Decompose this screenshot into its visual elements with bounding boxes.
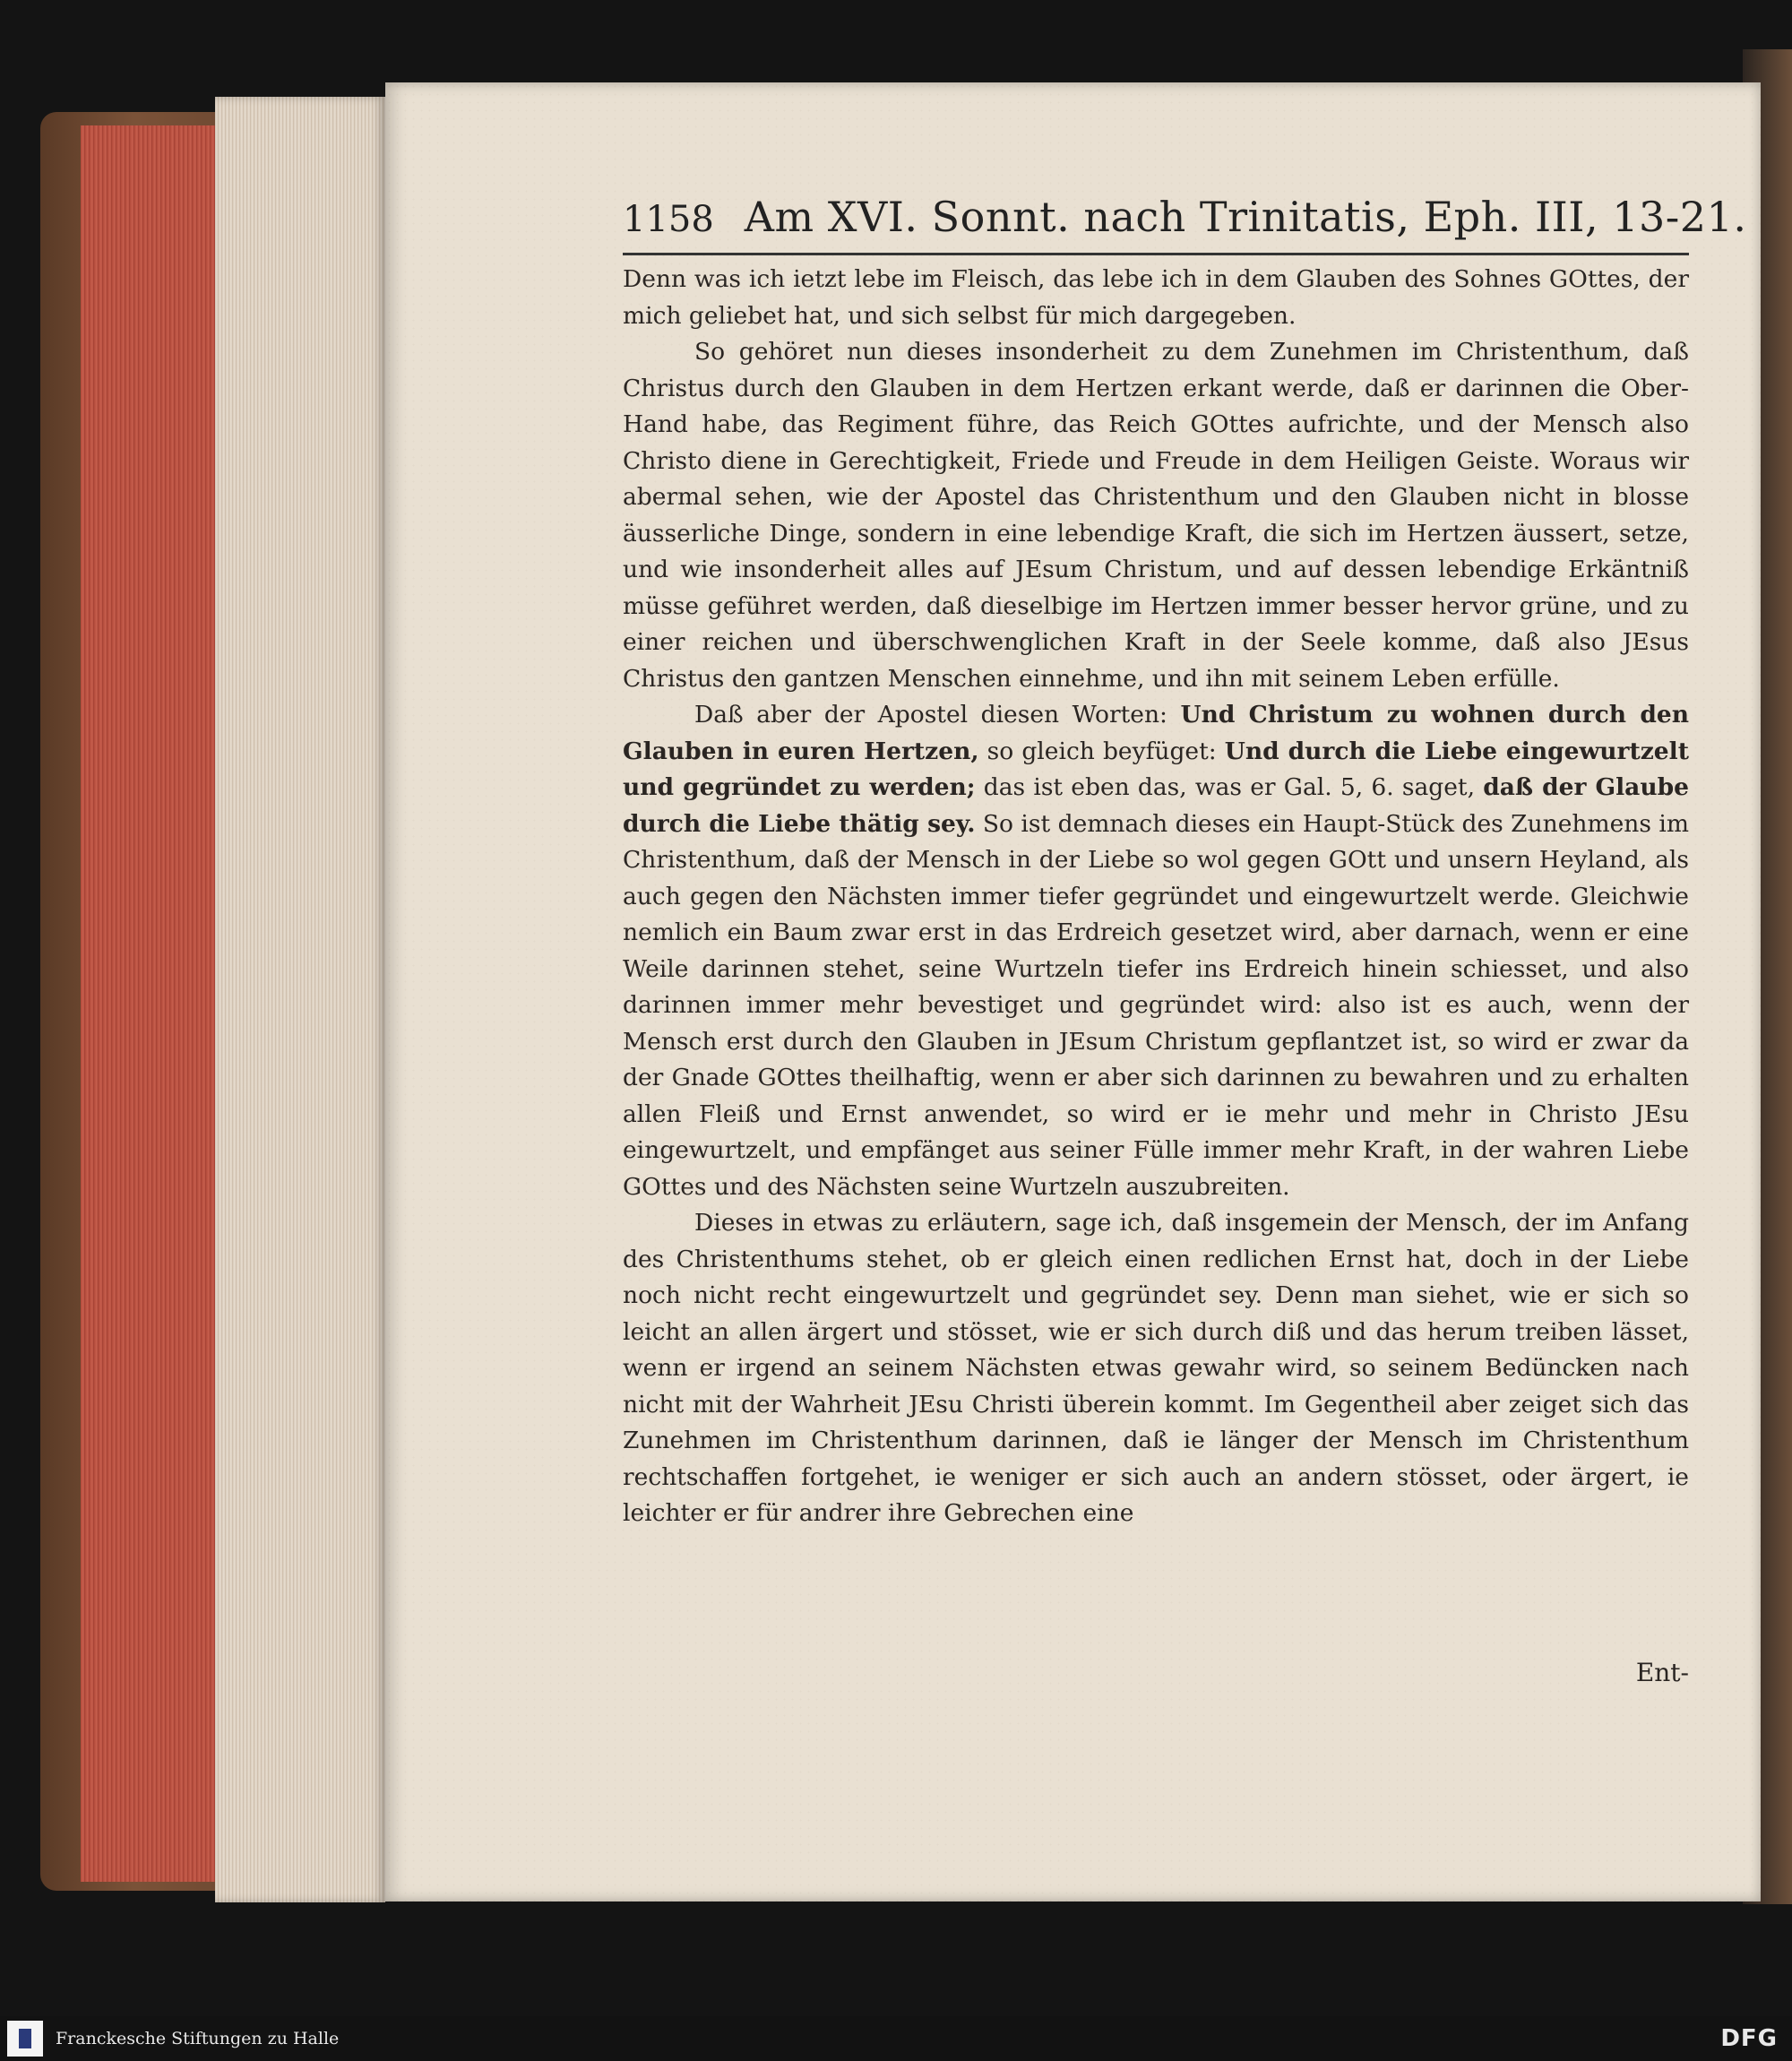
page-edges-red	[81, 125, 237, 1882]
scripture-quote-1: Und Christum zu wohnen durch den Glauben in euren Hertzen,	[623, 701, 1689, 765]
header-rule	[623, 253, 1689, 255]
paragraph-3	[623, 697, 1689, 1205]
paragraph-3-intro: Daß aber der Apostel diesen Worten:	[694, 701, 1181, 729]
institution-name: Franckesche Stiftungen zu Halle	[56, 2029, 340, 2048]
institution-logo-icon	[7, 2021, 43, 2057]
page-edges-stack	[215, 97, 385, 1902]
paragraph-4: Dieses in etwas zu erläutern, sage ich, daß insgemein der Mensch, der im Anfang des Christenthums stehet, ob er gleich einen redlichen Ernst hat, doch in der Liebe noch nicht recht eingewurtzelt und gegründet sey. Denn man siehet, wie er sich so leicht an allen ärgert und stösset, wie er sich durch diß und das herum treiben lässet, wenn er irgend an seinem Nächsten etwas gewahr wird, so seinem Bedüncken nach nicht mit der Wahrheit JEsu Christi überein kommt. Im Gegentheil aber zeiget sich das Zunehmen im Christenthum darinnen, daß ie länger der Mensch im Christenthum rechtschaffen fortgehet, ie weniger er sich auch an andern stösset, oder ärgert, ie leichter er für andrer ihre Gebrechen eine	[623, 1209, 1689, 1527]
page-header	[623, 193, 1747, 246]
catchword: Ent-	[1635, 1658, 1689, 1687]
scripture-quote-3: daß der Glaube durch die Liebe thätig sey.	[623, 773, 1689, 838]
paragraph-3-ref: das ist eben das, was er Gal. 5, 6. saget,	[975, 773, 1484, 801]
body-text	[623, 262, 1689, 1532]
dfg-logo: DFG	[1720, 2025, 1778, 2052]
paragraph-2: So gehöret nun dieses insonderheit zu dem Zunehmen im Christenthum, daß Christus durch den Glauben in dem Hertzen erkant werde, daß er darinnen die Ober-Hand habe, das Regiment führe, das Reich GOttes aufrichte, und der Mensch also Christo diene in Gerechtigkeit, Friede und Freude in dem Heiligen Geiste. Woraus wir abermal sehen, wie der Apostel das Christenthum und den Glauben nicht in blosse äusserliche Dinge, sondern in eine lebendige Kraft, die sich im Hertzen äussert, setze, und wie insonderheit alles auf JEsum Christum, und auf dessen lebendige Erkäntniß müsse geführet werden, daß dieselbige im Hertzen immer besser hervor grüne, und zu einer reichen und überschwenglichen Kraft in der Seele komme, daß also JEsus Christus den gantzen Menschen einnehme, und ihn mit seinem Leben erfülle.	[623, 338, 1689, 693]
footer-bar	[0, 2016, 1792, 2061]
paragraph-3-link: so gleich beyfüget:	[978, 737, 1225, 765]
page-number: 1158	[623, 199, 714, 240]
paragraph-1: Denn was ich ietzt lebe im Fleisch, das lebe ich in dem Glauben des Sohnes GOttes, der mich geliebet hat, und sich selbst für mich dargegeben.	[623, 265, 1689, 330]
scripture-quote-2: Und durch die Liebe eingewurtzelt und gegründet zu werden;	[623, 737, 1689, 801]
paragraph-3-rest: So ist demnach dieses ein Haupt-Stück des Zunehmens im Christenthum, daß der Mensch in der Liebe so wol gegen GOtt und unsern Heyland, als auch gegen den Nächsten immer tiefer gegründet und eingewurtzelt werde. Gleichwie nemlich ein Baum zwar erst in das Erdreich gesetzet wird, aber darnach, wenn er eine Weile darinnen stehet, seine Wurtzeln tiefer ins Erdreich hinein schiesset, und also darinnen immer mehr bevestiget und gegründet wird: also ist es auch, wenn der Mensch erst durch den Glauben in JEsum Christum gepflantzet ist, so wird er zwar da der Gnade GOttes theilhaftig, wenn er aber sich darinnen zu bewahren und zu erhalten allen Fleiß und Ernst anwendet, so wird er ie mehr und mehr in Christo JEsu eingewurtzelt, und empfänget aus seiner Fülle immer mehr Kraft, in der wahren Liebe GOttes und des Nächsten seine Wurtzeln auszubreiten.	[623, 809, 1689, 1201]
running-head: Am XVI. Sonnt. nach Trinitatis, Eph. III, 13-21.	[744, 193, 1747, 241]
